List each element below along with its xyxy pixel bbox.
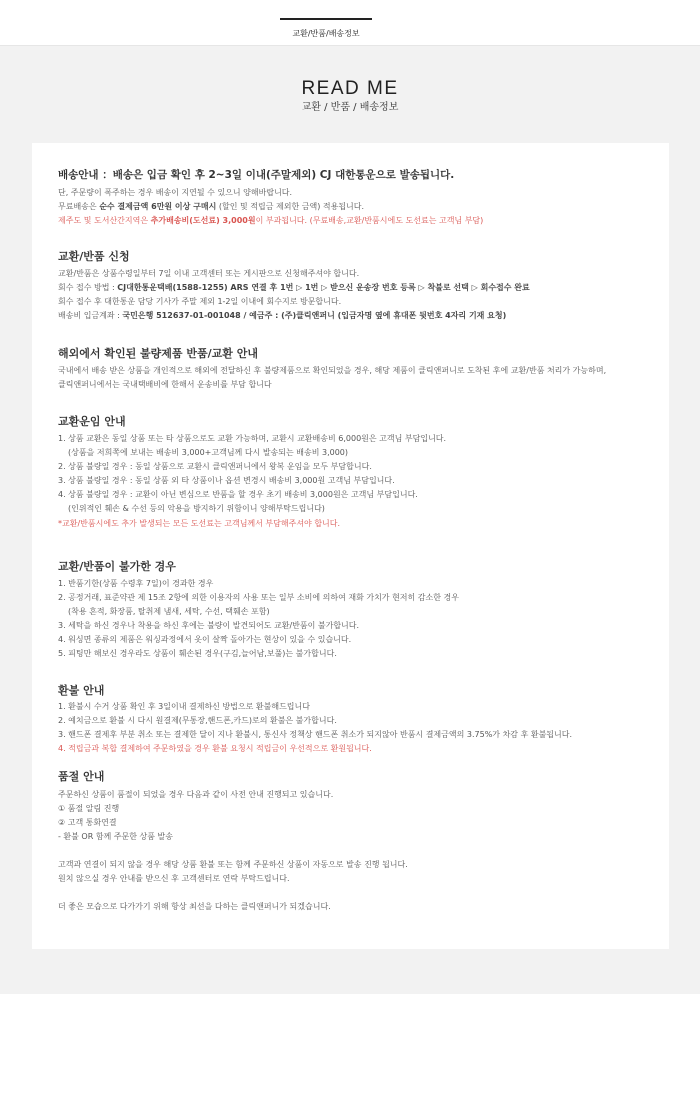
return-request-line-1: 교환/반품은 상품수령일부터 7일 이내 고객센터 또는 게시판으로 신청해주셔야 합니다. bbox=[58, 269, 360, 278]
soldout-line-1: 주문하신 상품이 품절이 되었을 경우 다음과 같이 사전 안내 진행되고 있습니다. bbox=[58, 790, 334, 799]
fee-line-6: (인위적인 훼손 & 수선 등의 악용을 방지하기 위함이니 양해부탁드립니다) bbox=[68, 504, 325, 513]
fee-line-1: 1. 상품 교환은 동일 상품 또는 타 상품으로도 교환 가능하며, 교환시 교환배송비 6,000원은 고객님 부담입니다. bbox=[58, 434, 447, 443]
refund-line-1: 1. 환불시 수거 상품 확인 후 3일이내 결제하신 방법으로 환불해드립니다 bbox=[58, 702, 310, 711]
not-allowed-line-3: (착용 흔적, 화장품, 탈취제 냄새, 세탁, 수선, 택훼손 포함) bbox=[68, 607, 270, 616]
shipping-line-2: 무료배송은 순수 결제금액 6만원 이상 구매시 (할인 및 적립금 제외한 금액) 적용됩니다. bbox=[58, 202, 365, 211]
overseas-line-2: 클릭앤퍼니에서는 국내택배비에 한해서 운송비를 부담 합니다 bbox=[58, 380, 272, 389]
fee-line-2: (상품을 저희쪽에 보내는 배송비 3,000+고객님께 다시 발송되는 배송비 3,000) bbox=[68, 448, 349, 457]
soldout-line-2: ① 품절 알림 진행 bbox=[58, 804, 120, 813]
fee-line-4: 3. 상품 불량일 경우 : 동일 상품 외 타 상품이나 옵션 변경시 배송비 3,000원 고객님 부담입니다. bbox=[58, 476, 395, 485]
page-subtitle: 교환 / 반품 / 배송정보 bbox=[301, 102, 399, 113]
return-request-heading: 교환/반품 신청 bbox=[58, 250, 130, 263]
page-title: READ ME bbox=[301, 78, 399, 99]
return-request-line-2: 회수 접수 방법 : CJ대한통운택배(1588-1255) ARS 연결 후 1번 ▷ 1번 ▷ 받으신 운송장 번호 등록 ▷ 착불로 선택 ▷ 회수접수 완료 bbox=[58, 283, 530, 292]
overseas-heading: 해외에서 확인된 불량제품 반품/교환 안내 bbox=[58, 347, 258, 360]
return-request-line-4: 배송비 입금계좌 : 국민은행 512637-01-001048 / 예금주 : (주)클릭앤퍼니 (입금자명 옆에 휴대폰 뒷번호 4자리 기재 요청) bbox=[58, 311, 507, 320]
fee-line-7: *교환/반품시에도 추가 발생되는 모든 도선료는 고객님께서 부담해주셔야 합니다. bbox=[58, 519, 341, 528]
not-allowed-heading: 교환/반품이 불가한 경우 bbox=[58, 560, 176, 573]
overseas-line-1: 국내에서 배송 받은 상품을 개인적으로 해외에 전달하신 후 불량제품으로 확인되었을 경우, 해당 제품이 클릭앤퍼니로 도착된 후에 교환/반품 처리가 가능하며, bbox=[58, 366, 607, 375]
shipping-line-3: 제주도 및 도서산간지역은 추가배송비(도선료) 3,000원이 부과됩니다. (무료배송,교환/반품시에도 도선료는 고객님 부담) bbox=[58, 216, 484, 225]
shipping-line-1: 단, 주문량이 폭주하는 경우 배송이 지연될 수 있으니 양해바랍니다. bbox=[58, 188, 293, 197]
soldout-heading: 품절 안내 bbox=[58, 770, 105, 783]
soldout-line-5: 고객과 연결이 되지 않을 경우 해당 상품 환불 또는 함께 주문하신 상품이 자동으로 발송 진행 됩니다. bbox=[58, 860, 408, 869]
soldout-line-4: - 환불 OR 함께 주문한 상품 발송 bbox=[58, 832, 174, 841]
refund-line-3: 3. 핸드폰 결제후 부분 취소 또는 결제한 달이 지나 환불시, 통신사 정책상 핸드폰 취소가 되지않아 반품시 결제금액의 3.75%가 차감 후 환불됩니다. bbox=[58, 730, 573, 739]
return-request-line-3: 회수 접수 후 대한통운 담당 기사가 주말 제외 1-2일 이내에 회수지로 방문합니다. bbox=[58, 297, 342, 306]
top-tab-bar bbox=[0, 0, 700, 46]
tab-exchange-return-shipping[interactable]: 교환/반품/배송정보 bbox=[280, 18, 372, 39]
not-allowed-line-4: 3. 세탁을 하신 경우나 착용을 하신 후에는 불량이 발견되어도 교환/반품이 불가합니다. bbox=[58, 621, 360, 630]
soldout-line-7: 더 좋은 모습으로 다가가기 위해 항상 최선을 다하는 클릭앤퍼니가 되겠습니다. bbox=[58, 902, 331, 911]
not-allowed-line-6: 5. 피팅만 해보신 경우라도 상품이 훼손된 경우(구김,늘어남,보풀)는 불가합니다. bbox=[58, 649, 337, 658]
refund-heading: 환불 안내 bbox=[58, 684, 105, 697]
shipping-heading: 배송안내 ：배송은 입금 확인 후 2~3일 이내(주말제외) CJ 대한통운으로 발송됩니다. bbox=[58, 169, 455, 181]
soldout-line-6: 원치 않으실 경우 안내를 받으신 후 고객센터로 연락 부탁드립니다. bbox=[58, 874, 290, 883]
fee-line-3: 2. 상품 불량일 경우 : 동일 상품으로 교환시 클릭앤퍼니에서 왕복 운임을 모두 부담합니다. bbox=[58, 462, 372, 471]
not-allowed-line-1: 1. 반품기한(상품 수령후 7일)이 경과한 경우 bbox=[58, 579, 214, 588]
refund-line-2: 2. 예치금으로 환불 시 다시 원결제(무통장,핸드폰,카드)로의 환불은 불가합니다. bbox=[58, 716, 337, 725]
refund-line-4: 4. 적립금과 복합 결제하여 주문하였을 경우 환불 요청시 적립금이 우선적으로 환원됩니다. bbox=[58, 744, 372, 753]
not-allowed-line-2: 2. 공정거래, 표준약관 제 15조 2항에 의한 이용자의 사용 또는 일부 소비에 의하여 재화 가치가 현저히 감소한 경우 bbox=[58, 593, 459, 602]
fee-line-5: 4. 상품 불량일 경우 : 교환이 아닌 변심으로 반품을 할 경우 초기 배송비 3,000원은 고객님 부담입니다. bbox=[58, 490, 418, 499]
not-allowed-line-5: 4. 워싱면 종류의 제품은 워싱과정에서 옷이 살짝 돌아가는 현상이 있을 수 있습니다. bbox=[58, 635, 352, 644]
soldout-line-3: ② 고객 통화연결 bbox=[58, 818, 117, 827]
fee-heading: 교환운임 안내 bbox=[58, 415, 126, 428]
